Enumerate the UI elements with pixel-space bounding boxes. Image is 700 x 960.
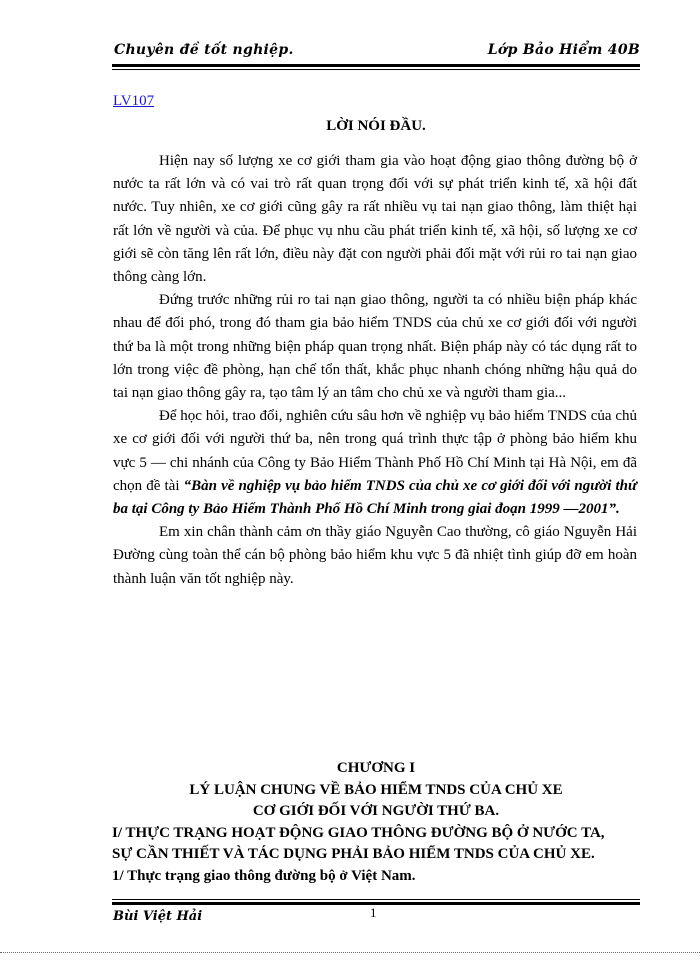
chapter-block bbox=[112, 758, 640, 888]
header-rule-thin bbox=[112, 69, 640, 70]
header-rule-thick bbox=[112, 64, 640, 67]
footer-author: Bùi Việt Hải bbox=[113, 909, 203, 924]
chapter-heading: CHƯƠNG I bbox=[336, 760, 416, 776]
preface-title: LỜI NÓI ĐẦU. bbox=[326, 118, 426, 134]
paragraph-4: Em xin chân thành cảm ơn thầy giáo Nguyễn Cao thường, cô giáo Nguyễn Hải Đường cùng toàn thể cán bộ phòng bảo hiểm khu vực 5 đã nhiệt tình giúp đỡ em hoàn thành luận văn tốt nghiệp này. bbox=[113, 524, 637, 587]
preface-body bbox=[113, 150, 637, 591]
document-code-link[interactable]: LV107 bbox=[113, 93, 155, 109]
paragraph-3-text: Để học hỏi, trao đổi, nghiên cứu sâu hơn về nghiệp vụ bảo hiểm TNDS của chủ xe cơ giới đối với người thứ ba, nên trong quá trình thực tập ở phòng bảo hiểm khu vực 5 — chi nhánh của Công ty Bảo Hiểm Thành Phố Hồ Chí Minh tại Hà Nội, em đã chọn đề tài bbox=[113, 408, 637, 494]
section-heading-line-2: SỰ CẦN THIẾT VÀ TÁC DỤNG PHẢI BẢO HIỂM TNDS CỦA CHỦ XE. bbox=[112, 846, 595, 863]
subsection-heading: 1/ Thực trạng giao thông đường bộ ở Việt Nam. bbox=[112, 867, 416, 884]
chapter-title-line-1: LÝ LUẬN CHUNG VỀ BẢO HIỂM TNDS CỦA CHỦ XE bbox=[189, 781, 563, 798]
thesis-topic: “Bàn về nghiệp vụ bảo hiểm TNDS của chủ xe cơ giới đối với người thứ ba tại Công ty Bảo Hiểm Thành Phố Hồ Chí Minh trong giai đoạn 1999 —2001”. bbox=[113, 477, 638, 518]
paragraph-1: Hiện nay số lượng xe cơ giới tham gia vào hoạt động giao thông đường bộ ở nước ta rất lớn và có vai trò rất quan trọng đối với sự phát triển kinh tế, xã hội đất nước. Tuy nhiên, xe cơ giới cũng gây ra rất nhiều vụ tai nạn giao thông, làm thiệt hại rất lớn về người và của. Để phục vụ nhu cầu phát triển kinh tế, xã hội, số lượng xe cơ giới sẽ còn tăng lên rất lớn, điều này đặt con người phải đối mặt với rủi ro tai nạn giao thông càng lớn. bbox=[113, 153, 637, 286]
header-right-text: Lớp Bảo Hiểm 40B bbox=[487, 42, 640, 58]
paragraph-3 bbox=[113, 405, 637, 521]
page-number: 1 bbox=[370, 905, 377, 920]
chapter-title-line-2: CƠ GIỚI ĐỐI VỚI NGƯỜI THỨ BA. bbox=[252, 803, 500, 820]
section-heading-line-1: I/ THỰC TRẠNG HOẠT ĐỘNG GIAO THÔNG ĐƯỜNG BỘ Ở NƯỚC TA, bbox=[112, 824, 605, 841]
page-break-line bbox=[0, 952, 700, 953]
page-header bbox=[112, 38, 640, 64]
paragraph-2: Đứng trước những rủi ro tai nạn giao thông, người ta có nhiều biện pháp khác nhau để đối phó, trong đó tham gia bảo hiểm TNDS của chủ xe cơ giới đối với người thứ ba là một trong những biện pháp quan trọng nhất. Biện pháp này có tác dụng rất to lớn trong việc đề phòng, hạn chế tổn thất, khắc phục nhanh chóng những hậu quả do tai nạn giao thông gây ra, tạo tâm lý an tâm cho chủ xe và người tham gia... bbox=[113, 292, 637, 402]
header-left-text: Chuyên đề tốt nghiệp. bbox=[114, 42, 294, 58]
footer-rule-thin bbox=[112, 899, 640, 900]
